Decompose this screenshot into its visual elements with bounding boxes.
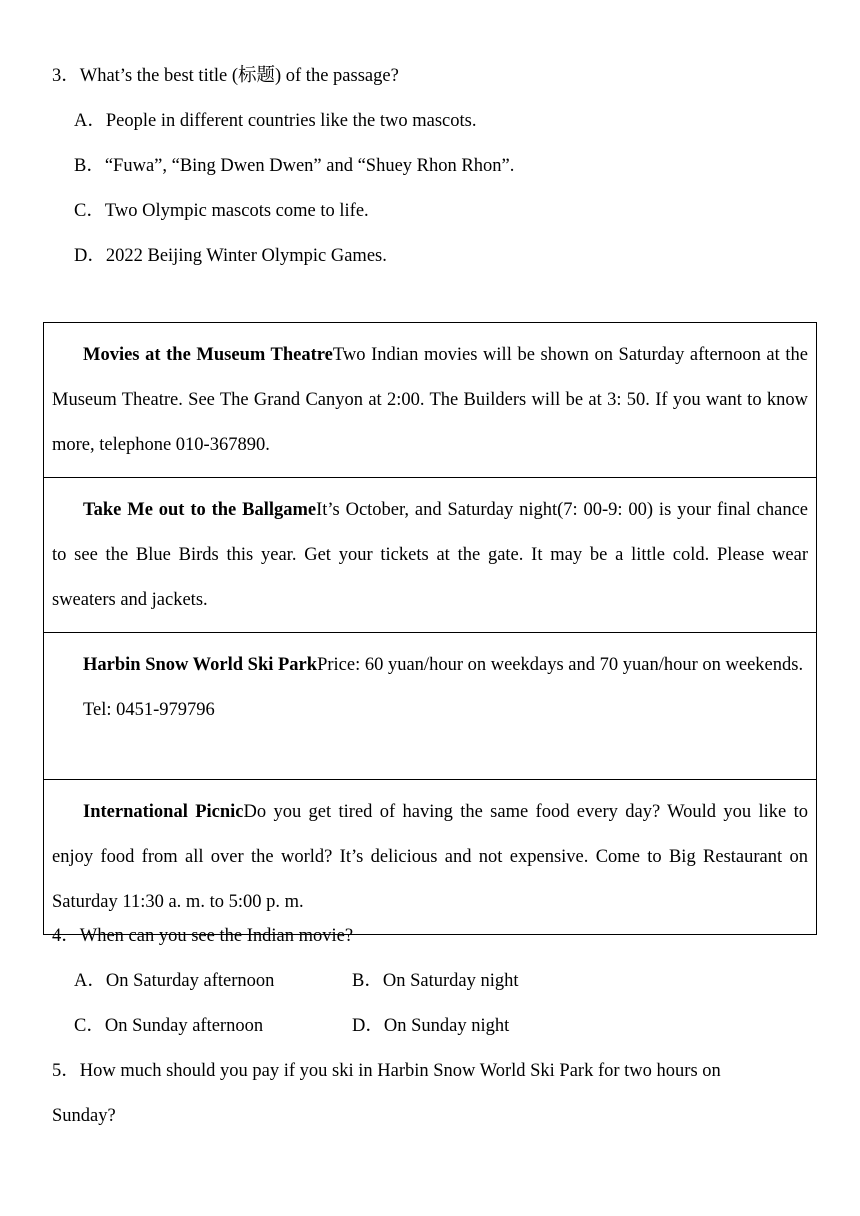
notice-title: Take Me out to the Ballgame [83,500,317,520]
notice-title: Harbin Snow World Ski Park [83,655,318,675]
notice-cell-ski-park [44,633,817,780]
notice-row [44,780,817,935]
notice-body: It’s October, and Saturday night(7: 00-9: 00) is your final chance to see the Blue Birds this year. Get your tickets at the gate. It may be a little cold. Please wear sweaters and jackets. [52,500,808,610]
notice-cell-ballgame [44,478,817,633]
notice-title: International Picnic [83,802,244,822]
question-5-stem-continued: Sunday? [52,1106,116,1126]
notice-body: Two Indian movies will be shown on Saturday afternoon at the Museum Theatre. See The Grand Canyon at 2:00. The Builders will be at 3: 50. If you want to know more, telephone 010-367890. [52,345,808,455]
question-4-option-d: D．On Sunday night [352,1016,510,1036]
question-3-option-d: D．2022 Beijing Winter Olympic Games. [74,246,387,266]
notice-title: Movies at the Museum Theatre [83,345,333,365]
notice-cell-picnic [44,780,817,935]
notice-body: Do you get tired of having the same food every day? Would you like to enjoy food from all over the world? It’s delicious and not expensive. Come to Big Restaurant on Saturday 11:30 a. m. to 5:00 p. m. [52,802,808,912]
question-4-option-a: A．On Saturday afternoon [74,971,275,991]
notices-table [43,322,817,935]
question-3-option-c: C．Two Olympic mascots come to life. [74,201,369,221]
question-3-option-a: A．People in different countries like the two mascots. [74,111,477,131]
question-5-stem: 5．How much should you pay if you ski in Harbin Snow World Ski Park for two hours on [52,1061,721,1081]
question-4-option-b: B．On Saturday night [352,971,519,991]
notice-row [44,323,817,478]
question-3-option-b: B．“Fuwa”, “Bing Dwen Dwen” and “Shuey Rhon Rhon”. [74,156,515,176]
notice-body: Price: 60 yuan/hour on weekdays and 70 yuan/hour on weekends. [317,655,804,675]
notice-row [44,478,817,633]
question-4-stem: 4．When can you see the Indian movie? [52,926,354,946]
notice-row [44,633,817,780]
question-4-option-c: C．On Sunday afternoon [74,1016,264,1036]
notice-telephone: Tel: 0451-979796 [83,700,215,720]
notice-cell-movies [44,323,817,478]
question-3-stem: 3．What’s the best title (标题) of the passage? [52,66,399,86]
